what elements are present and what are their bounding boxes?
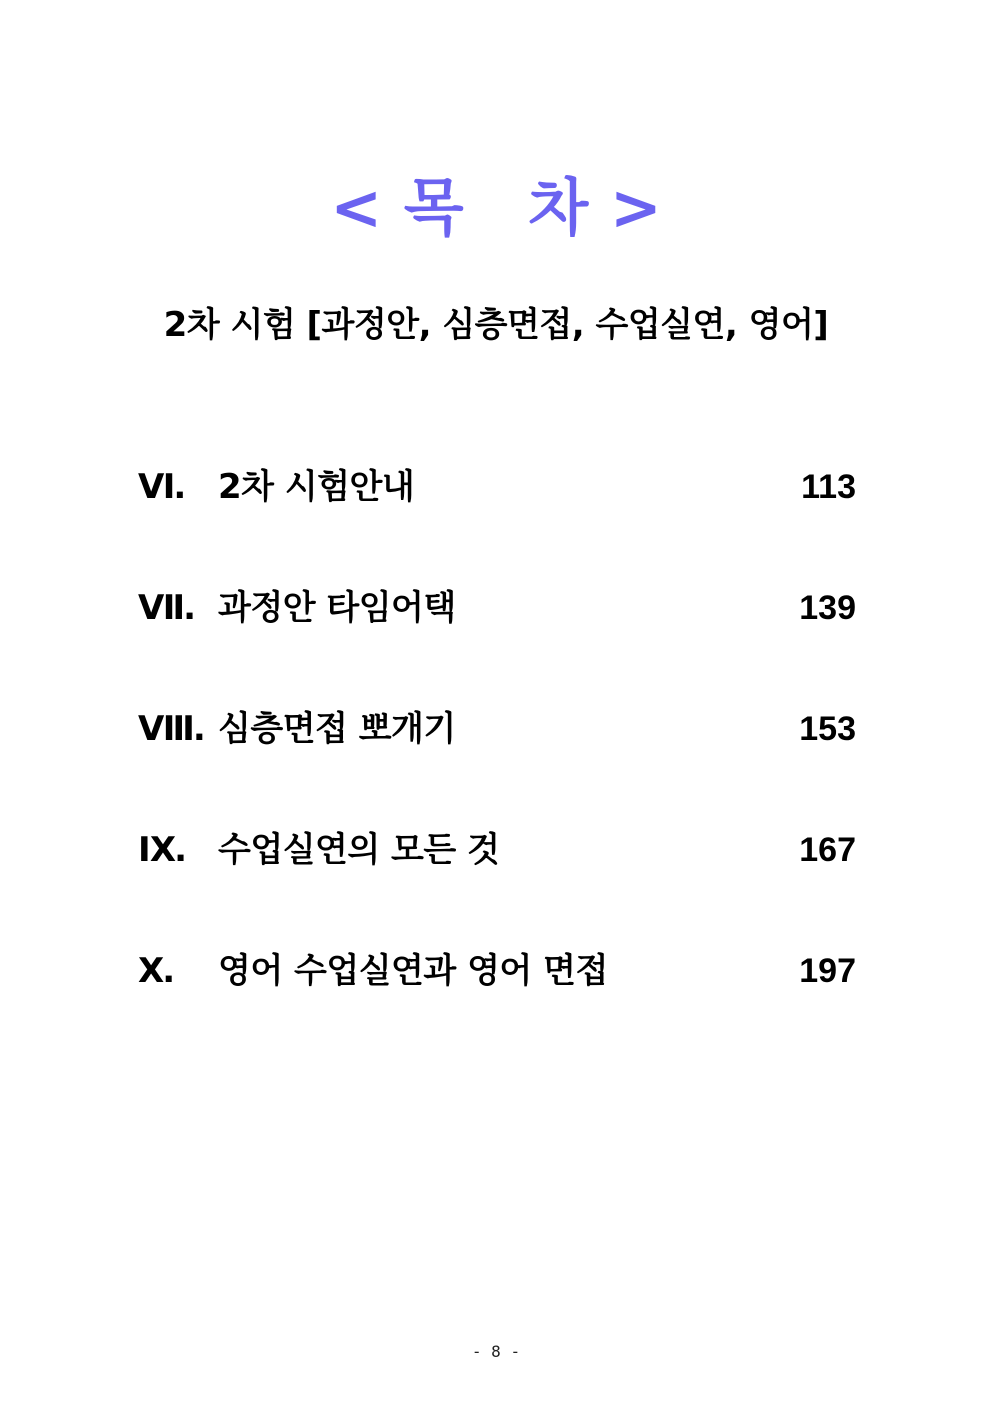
toc-entry-number: Ⅵ. bbox=[138, 467, 185, 507]
toc-entry-page: 153 bbox=[799, 710, 856, 748]
toc-entry-number: Ⅹ. bbox=[138, 951, 174, 991]
page-number-footer: - 8 - bbox=[471, 1342, 521, 1361]
toc-entry-label: 수업실연의 모든 것 bbox=[218, 830, 500, 870]
toc-entry[interactable] bbox=[138, 704, 856, 825]
toc-title: < 목 차 > bbox=[330, 171, 662, 244]
section-heading: 2차 시험 [과정안, 심층면접, 수업실연, 영어] bbox=[163, 305, 829, 345]
toc-entry[interactable] bbox=[138, 825, 856, 946]
toc-list bbox=[138, 462, 856, 1067]
toc-entry-number: Ⅷ. bbox=[138, 709, 204, 749]
toc-entry[interactable] bbox=[138, 462, 856, 583]
toc-entry-label: 2차 시험안내 bbox=[218, 467, 415, 507]
toc-entry-label: 과정안 타임어택 bbox=[218, 588, 456, 628]
toc-entry-number: Ⅶ. bbox=[138, 588, 195, 628]
toc-entry-number: Ⅸ. bbox=[138, 830, 186, 870]
toc-entry[interactable] bbox=[138, 946, 856, 1067]
toc-entry-page: 113 bbox=[801, 468, 856, 506]
toc-entry-page: 167 bbox=[799, 831, 856, 869]
toc-entry[interactable] bbox=[138, 583, 856, 704]
toc-entry-label: 영어 수업실연과 영어 면접 bbox=[218, 951, 608, 991]
toc-entry-label: 심층면접 뽀개기 bbox=[218, 709, 456, 749]
toc-entry-page: 197 bbox=[799, 952, 856, 990]
toc-entry-page: 139 bbox=[799, 589, 856, 627]
